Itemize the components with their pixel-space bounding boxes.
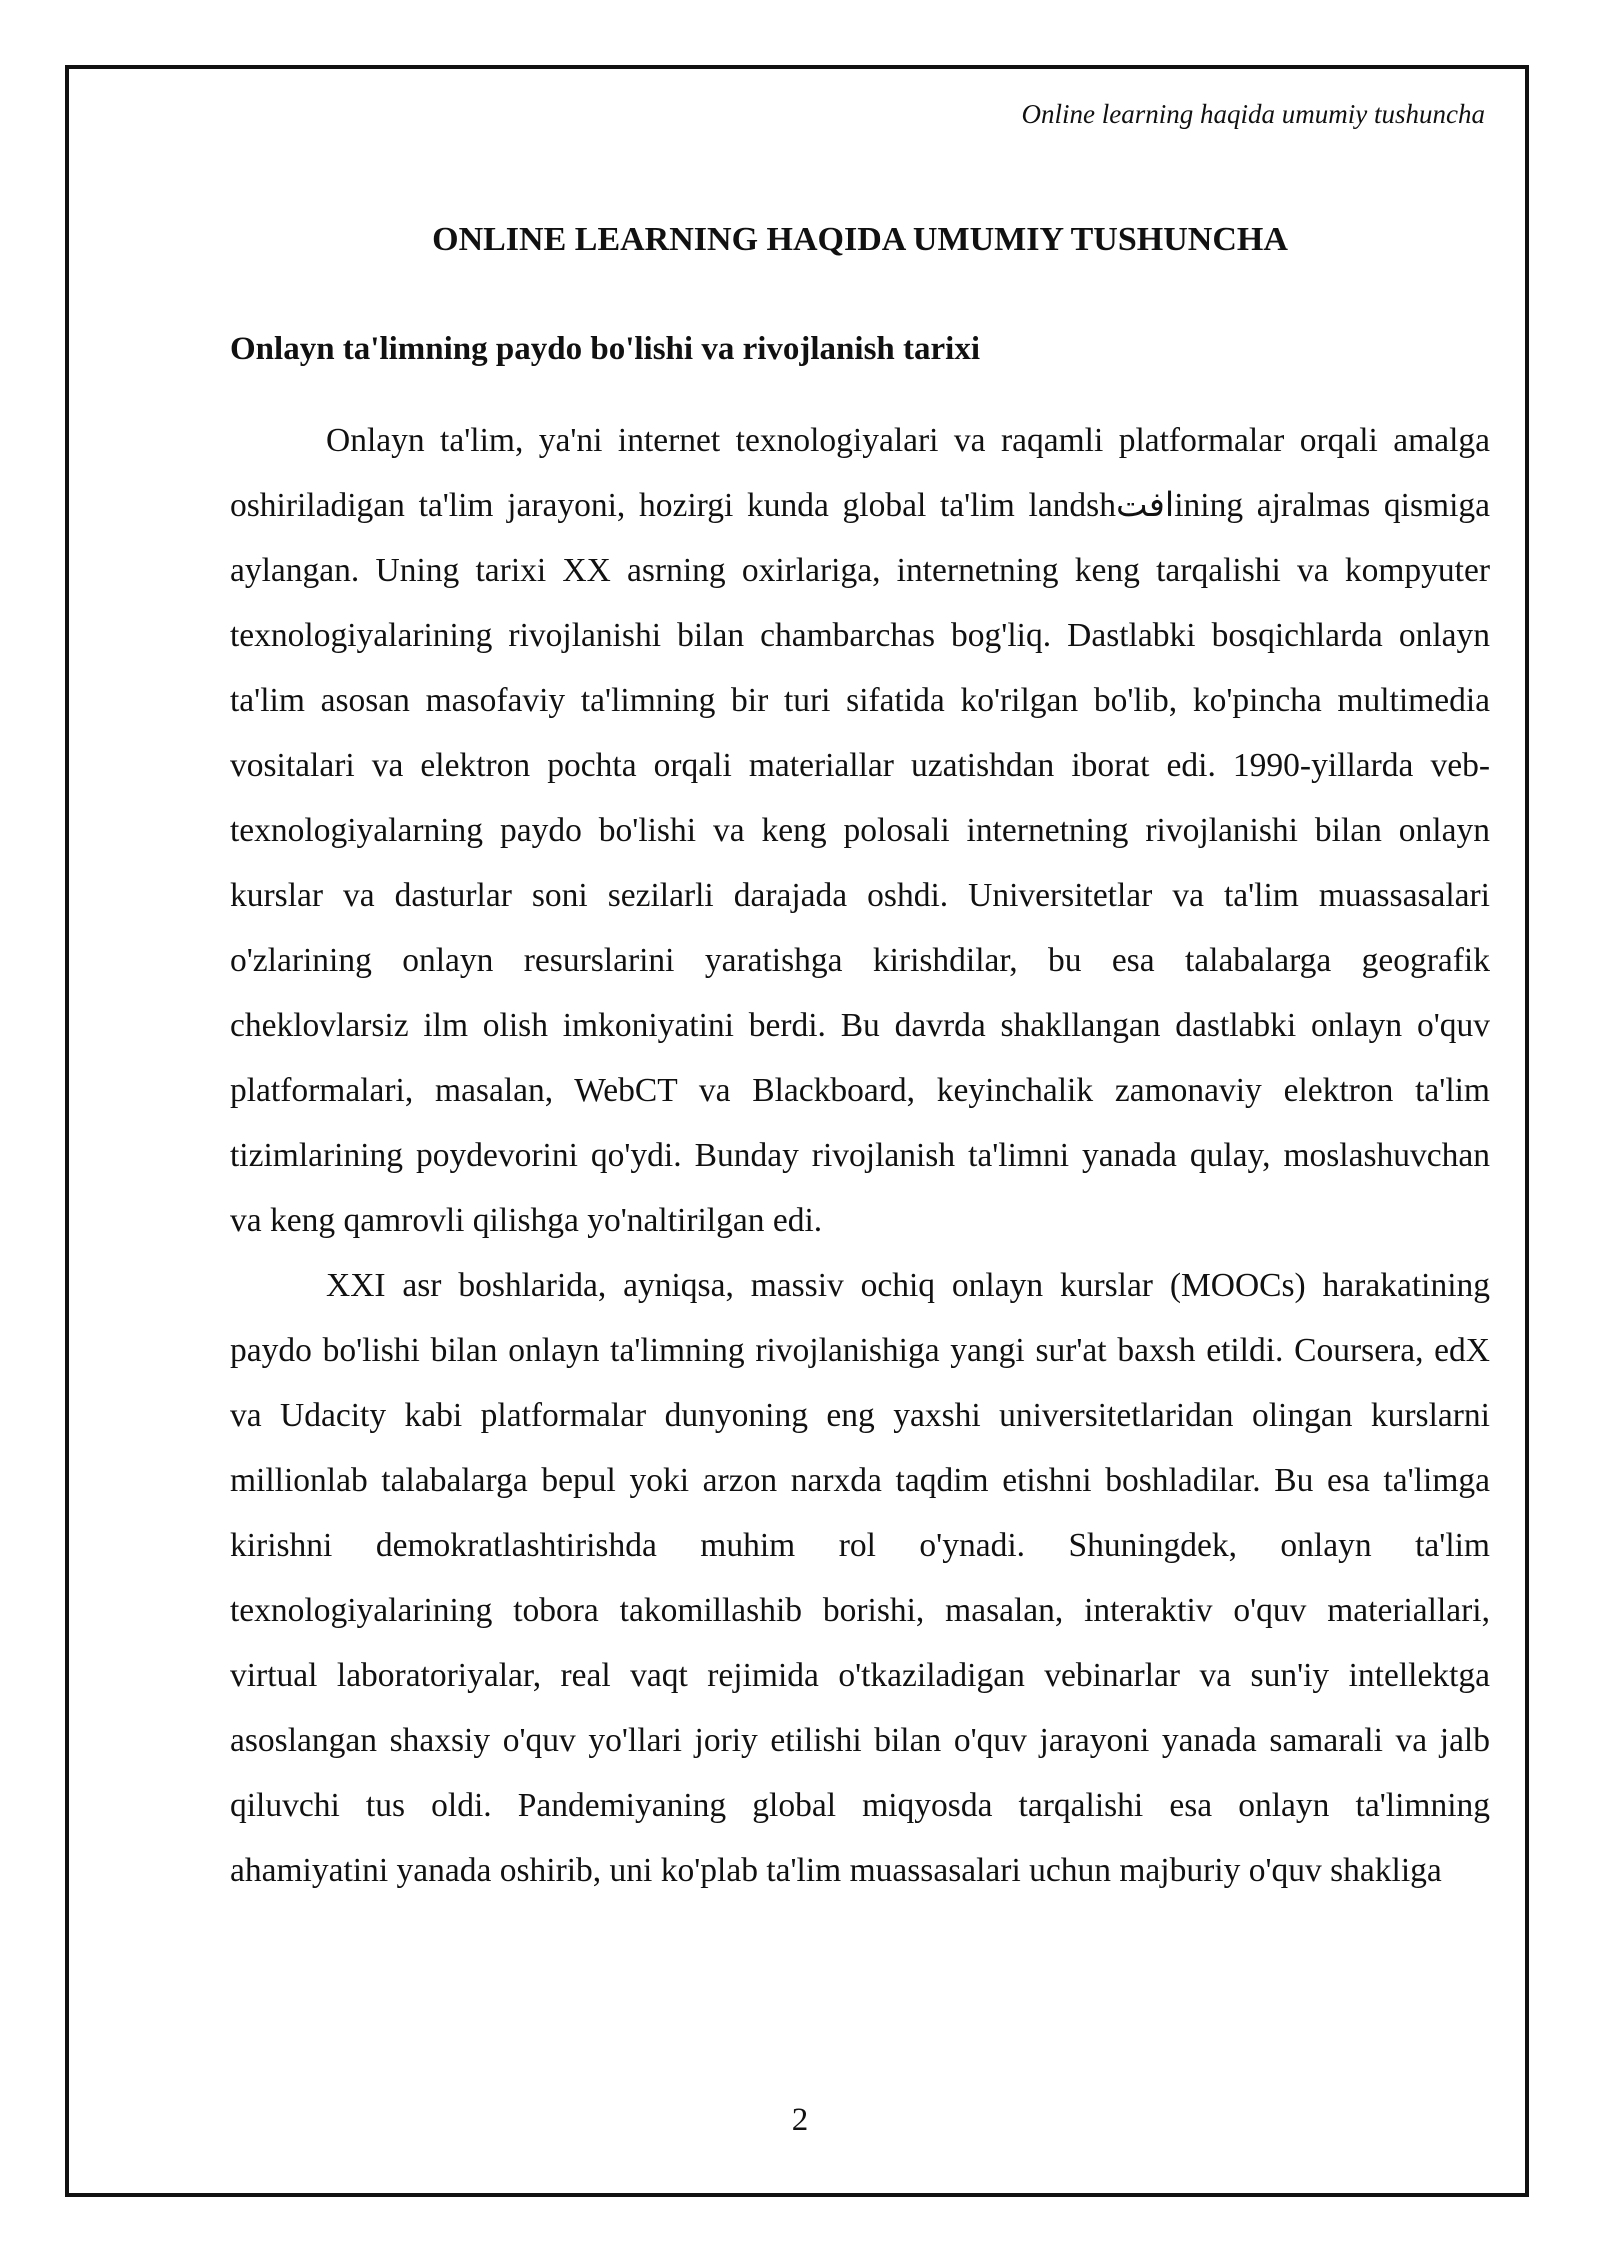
body-text xyxy=(230,408,1490,1903)
document-title: ONLINE LEARNING HAQIDA UMUMIY TUSHUNCHA xyxy=(432,221,1288,258)
paragraph-2: XXI asr boshlarida, ayniqsa, massiv ochiq onlayn kurslar (MOOCs) harakatining paydo bo'lishi bilan onlayn ta'limning rivojlanishiga yangi sur'at baxsh etildi. Coursera, edX va Udacity kabi platformalar dunyoning eng yaxshi universitetlaridan olingan kurslarni millionlab talabalarga bepul yoki arzon narxda taqdim etishni boshladilar. Bu esa ta'limga kirishni demokratlashtirishda muhim rol o'ynadi. Shuningdek, onlayn ta'lim texnologiyalarining tobora takomillashib borishi, masalan, interaktiv o'quv materiallari, virtual laboratoriyalar, real vaqt rejimida o'tkaziladigan vebinarlar va sun'iy intellektga asoslangan shaxsiy o'quv yo'llari joriy etilishi bilan o'quv jarayoni yanada samarali va jalb qiluvchi tus oldi. Pandemiyaning global miqyosda tarqalishi esa onlayn ta'limning ahamiyatini yanada oshirib, uni ko'plab ta'lim muassasalari uchun majburiy o'quv shakliga xyxy=(230,1267,1490,1889)
page-number: 2 xyxy=(791,2102,809,2138)
paragraph-1: Onlayn ta'lim, ya'ni internet texnologiyalari va raqamli platformalar orqali amalga oshiriladigan ta'lim jarayoni, hozirgi kunda global ta'lim landshافتining ajralmas qismiga aylangan. Uning tarixi XX asrning oxirlariga, internetning keng tarqalishi va kompyuter texnologiyalarining rivojlanishi bilan chambarchas bog'liq. Dastlabki bosqichlarda onlayn ta'lim asosan masofaviy ta'limning bir turi sifatida ko'rilgan bo'lib, ko'pincha multimedia vositalari va elektron pochta orqali materiallar uzatishdan iborat edi. 1990-yillarda veb-texnologiyalarning paydo bo'lishi va keng polosali internetning rivojlanishi bilan onlayn kurslar va dasturlar soni sezilarli darajada oshdi. Universitetlar va ta'lim muassasalari o'zlarining onlayn resurslarini yaratishga kirishdilar, bu esa talabalarga geografik cheklovlarsiz ilm olish imkoniyatini berdi. Bu davrda shakllangan dastlabki onlayn o'quv platformalari, masalan, WebCT va Blackboard, keyinchalik zamonaviy elektron ta'lim tizimlarining poydevorini qo'ydi. Bunday rivojlanish ta'limni yanada qulay, moslashuvchan va keng qamrovli qilishga yo'naltirilgan edi. xyxy=(230,422,1490,1239)
section-heading: Onlayn ta'limning paydo bo'lishi va rivojlanish tarixi xyxy=(230,331,980,367)
running-header: Online learning haqida umumiy tushuncha xyxy=(1021,99,1485,129)
